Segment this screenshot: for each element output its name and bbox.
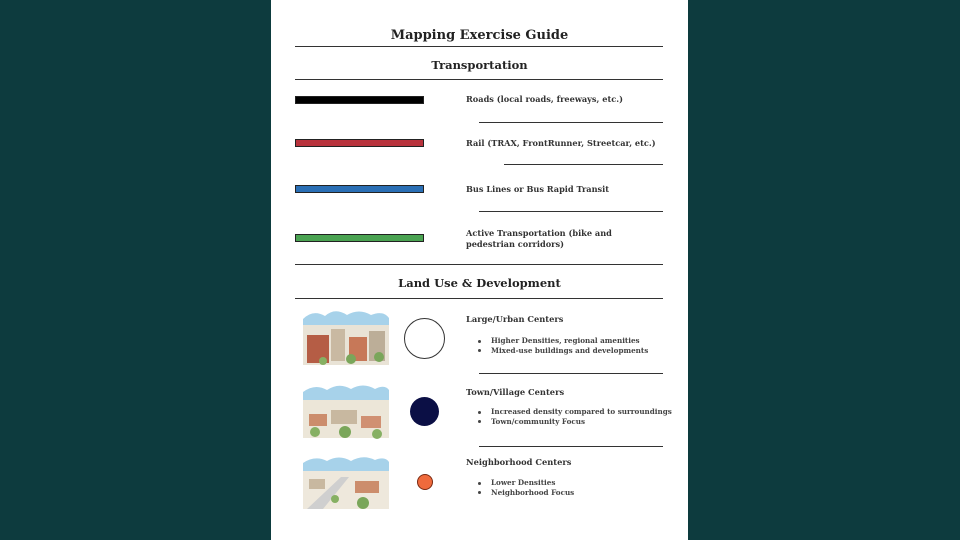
urban-center-sketch [301,307,391,367]
divider [295,298,663,299]
town-center-marker [410,397,439,426]
urban-center-bullets [478,336,648,355]
list-item: Higher Densities, regional amenities [478,336,648,346]
list-item: Increased density compared to surroundings [478,407,672,417]
active-transport-line-swatch [295,234,424,242]
roads-label: Roads (local roads, freeways, etc.) [466,94,623,104]
list-item: Town/community Focus [478,417,672,427]
divider [295,46,663,47]
land-use-heading: Land Use & Development [398,276,561,290]
bus-label: Bus Lines or Bus Rapid Transit [466,184,610,194]
town-center-title: Town/Village Centers [466,387,565,397]
guide-page [271,0,688,540]
divider [479,211,663,212]
divider [479,122,663,123]
rail-label: Rail (TRAX, FrontRunner, Streetcar, etc.) [466,138,656,148]
neighborhood-center-sketch [301,451,391,511]
divider [479,446,663,447]
divider [295,264,663,265]
town-center-bullets [478,407,672,426]
neighborhood-center-marker [417,474,433,490]
rail-line-swatch [295,139,424,147]
divider [479,373,663,374]
active-transport-label: Active Transportation (bike and pedestrian corridors) [466,228,612,249]
divider [295,79,663,80]
roads-line-swatch [295,96,424,104]
neighborhood-center-title: Neighborhood Centers [466,457,572,467]
divider [504,164,663,165]
list-item: Neighborhood Focus [478,488,574,498]
urban-center-title: Large/Urban Centers [466,314,564,324]
transportation-heading: Transportation [431,58,528,72]
bus-line-swatch [295,185,424,193]
urban-center-marker [404,318,445,359]
neighborhood-center-bullets [478,478,574,497]
list-item: Lower Densities [478,478,574,488]
town-center-sketch [301,380,391,440]
page-title: Mapping Exercise Guide [390,28,569,43]
list-item: Mixed-use buildings and developments [478,346,648,356]
